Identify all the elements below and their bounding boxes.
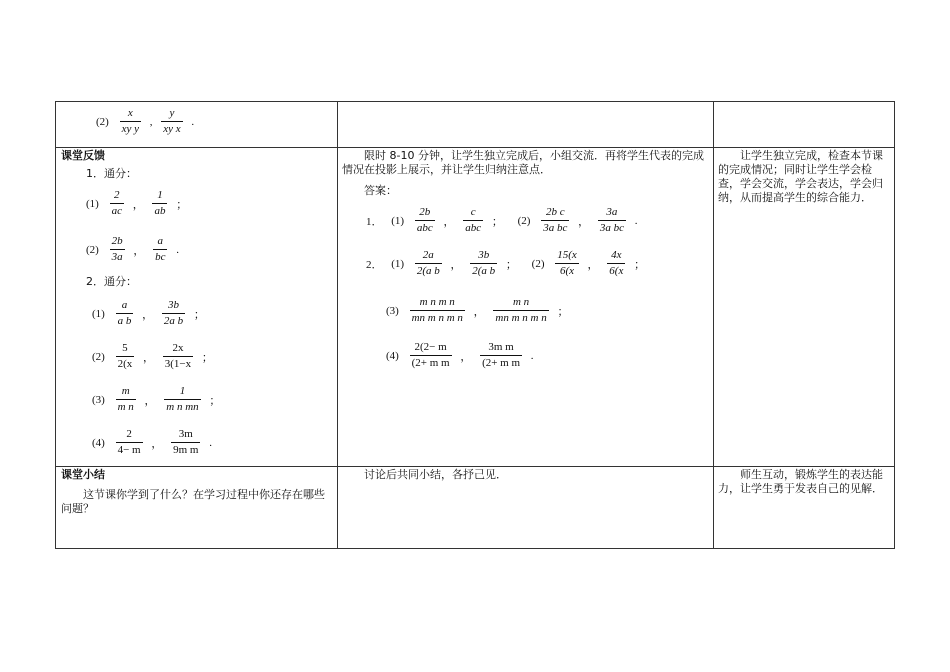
- row1-fraction-2: [161, 107, 182, 136]
- fraction-denominator: 3a bc: [543, 222, 568, 234]
- q1-1-expression: [86, 189, 191, 218]
- fraction-denominator: bc: [155, 251, 166, 263]
- answer-2-expression: [366, 249, 649, 278]
- fraction: [541, 206, 569, 235]
- fraction-numerator: 4x: [607, 249, 625, 264]
- lesson-table: [55, 101, 895, 549]
- fraction-denominator: ac: [111, 205, 122, 217]
- row1-expression: [96, 107, 198, 136]
- q-label: (1): [391, 257, 405, 270]
- answer-number: 2．: [366, 258, 383, 271]
- fraction-numerator: 2b: [110, 235, 125, 250]
- fraction-numerator: m: [116, 385, 136, 400]
- answer-number: 1．: [366, 215, 383, 228]
- fraction-denominator: 2(x: [117, 358, 133, 370]
- fraction-denominator: xy y: [121, 123, 139, 135]
- fraction: [116, 385, 136, 414]
- fraction: [116, 342, 135, 371]
- fraction-numerator: 2a: [415, 249, 442, 264]
- fraction-numerator: 3b: [162, 299, 185, 314]
- fraction-denominator: 6(x: [609, 265, 624, 277]
- heading-feedback: 课堂反馈: [61, 149, 105, 162]
- col-divider-2: [713, 102, 714, 548]
- separator: ，: [460, 350, 472, 363]
- end-mark: ；: [209, 394, 221, 407]
- fraction-numerator: 3b: [470, 249, 497, 264]
- fraction-denominator: 3a: [111, 251, 123, 263]
- fraction-numerator: 3m: [171, 428, 200, 443]
- col-divider-1: [337, 102, 338, 548]
- separator: ，: [132, 198, 144, 211]
- fraction: [410, 341, 452, 370]
- fraction-numerator: 2: [110, 189, 124, 204]
- end-mark: .: [634, 214, 638, 227]
- end-mark: .: [176, 243, 179, 256]
- fraction-denominator: m n mn: [166, 401, 199, 413]
- fraction: [463, 206, 483, 235]
- fraction-numerator: x: [120, 107, 141, 122]
- fraction: [470, 249, 497, 278]
- fraction-numerator: 1: [152, 189, 167, 204]
- fraction-numerator: 2(2− m: [410, 341, 452, 356]
- end-mark: ；: [491, 215, 503, 228]
- fraction-numerator: m n m n: [410, 296, 465, 311]
- fraction: [116, 299, 134, 328]
- end-mark: ；: [505, 258, 517, 271]
- fraction-denominator: xy x: [163, 123, 181, 135]
- fraction-denominator: m n: [117, 401, 134, 413]
- q-label: (4): [92, 436, 105, 449]
- fraction-denominator: 9m m: [173, 444, 199, 456]
- fraction-numerator: 1: [164, 385, 200, 400]
- fraction: [164, 385, 200, 414]
- item-1-title: 1．通分：: [86, 167, 137, 180]
- separator: ，: [151, 437, 163, 450]
- fraction-denominator: (2+ m m: [411, 357, 450, 369]
- q-label: (4): [386, 349, 399, 362]
- separator: ，: [473, 305, 485, 318]
- row1-label: (2): [96, 115, 109, 128]
- fraction-numerator: 2b: [415, 206, 435, 221]
- fraction: [116, 428, 143, 457]
- q2-2-expression: [92, 342, 217, 371]
- q-label: (3): [92, 393, 105, 406]
- fraction-denominator: abc: [465, 222, 482, 234]
- q-label: (1): [92, 307, 105, 320]
- q-label: (2): [531, 257, 545, 270]
- fraction: [415, 206, 435, 235]
- end-mark: .: [209, 436, 212, 449]
- heading-summary: 课堂小结: [61, 468, 105, 481]
- answer-label: 答案：: [364, 184, 397, 197]
- item-2-title: 2．通分：: [86, 275, 137, 288]
- fraction: [110, 235, 125, 264]
- fraction-denominator: ab: [154, 205, 166, 217]
- end-mark: ；: [176, 198, 188, 211]
- fraction-numerator: 5: [116, 342, 135, 357]
- summary-question: 这节课你学到了什么？在学习过程中你还存在哪些问题？: [61, 488, 325, 515]
- q-label: (3): [386, 304, 399, 317]
- fraction-numerator: 3a: [598, 206, 626, 221]
- fraction-denominator: a b: [117, 315, 132, 327]
- q2-4-expression: [92, 428, 216, 457]
- fraction-denominator: 2a b: [163, 315, 184, 327]
- q-label: (2): [86, 243, 99, 256]
- end-mark: ；: [634, 258, 646, 271]
- q-label: (1): [391, 214, 405, 227]
- end-mark: .: [191, 115, 195, 128]
- answer-4-expression: [386, 341, 538, 370]
- answer-1-expression: [366, 206, 641, 235]
- fraction: [153, 235, 167, 264]
- end-mark: .: [530, 349, 534, 362]
- separator: ，: [578, 215, 590, 228]
- fraction-denominator: 3(1−x: [164, 358, 192, 370]
- fraction: [410, 296, 465, 325]
- separator: ，: [142, 308, 154, 321]
- fraction-numerator: a: [116, 299, 134, 314]
- fraction-denominator: 4− m: [117, 444, 141, 456]
- fraction-denominator: 6(x: [560, 265, 575, 277]
- separator: ，: [450, 258, 462, 271]
- row1-fraction-1: [120, 107, 141, 136]
- fraction: [152, 189, 167, 218]
- separator: ，: [144, 394, 156, 407]
- separator: ，: [143, 351, 154, 364]
- fraction-denominator: abc: [416, 222, 433, 234]
- row-divider-2: [56, 466, 894, 467]
- fraction: [493, 296, 548, 325]
- end-mark: ；: [193, 308, 205, 321]
- fraction: [110, 189, 124, 218]
- fraction-numerator: 15(x: [555, 249, 579, 264]
- q-label: (2): [517, 214, 531, 227]
- summary-process-text: 讨论后共同小结，各抒己见．: [364, 468, 507, 481]
- q1-2-expression: [86, 235, 183, 264]
- fraction: [598, 206, 626, 235]
- fraction-denominator: 3a bc: [599, 222, 624, 234]
- fraction-numerator: m n: [493, 296, 548, 311]
- summary-intent-text: 师生互动，锻炼学生的表达能力，让学生勇于发表自己的见解．: [718, 468, 883, 495]
- fraction: [555, 249, 579, 278]
- fraction-numerator: 2: [116, 428, 143, 443]
- separator: ，: [443, 215, 455, 228]
- fraction-denominator: 2(a b: [416, 265, 440, 277]
- design-intent-text: 让学生独立完成，检查本节课的完成情况；同时让学生学会检查，学会交流，学会表达，学会归纳，从而提高学生的综合能力．: [718, 149, 883, 204]
- separator: ，: [133, 244, 145, 257]
- teaching-process-text: 限时 8-10 分钟，让学生独立完成后，小组交流．再将学生代表的完成情况在投影上展示，并让学生归纳注意点．: [342, 149, 704, 176]
- fraction: [480, 341, 522, 370]
- fraction-numerator: 3m m: [480, 341, 522, 356]
- fraction-denominator: (2+ m m: [482, 357, 521, 369]
- fraction: [415, 249, 442, 278]
- fraction-numerator: c: [463, 206, 483, 221]
- fraction-denominator: mn m n m n: [495, 312, 547, 324]
- q-label: (1): [86, 197, 99, 210]
- fraction: [162, 299, 185, 328]
- separator: ，: [587, 258, 599, 271]
- fraction: [171, 428, 200, 457]
- q2-1-expression: [92, 299, 209, 328]
- row-divider-1: [56, 147, 894, 148]
- fraction-numerator: 2b c: [541, 206, 569, 221]
- q-label: (2): [92, 350, 105, 363]
- fraction-numerator: a: [153, 235, 167, 250]
- fraction-denominator: 2(a b: [472, 265, 496, 277]
- end-mark: ；: [201, 351, 213, 364]
- fraction-denominator: mn m n m n: [411, 312, 463, 324]
- q2-3-expression: [92, 385, 224, 414]
- fraction-numerator: 2x: [163, 342, 193, 357]
- fraction-numerator: y: [161, 107, 182, 122]
- fraction: [163, 342, 193, 371]
- fraction: [607, 249, 625, 278]
- separator: ,: [149, 115, 153, 128]
- answer-3-expression: [386, 296, 573, 325]
- end-mark: ；: [557, 305, 569, 318]
